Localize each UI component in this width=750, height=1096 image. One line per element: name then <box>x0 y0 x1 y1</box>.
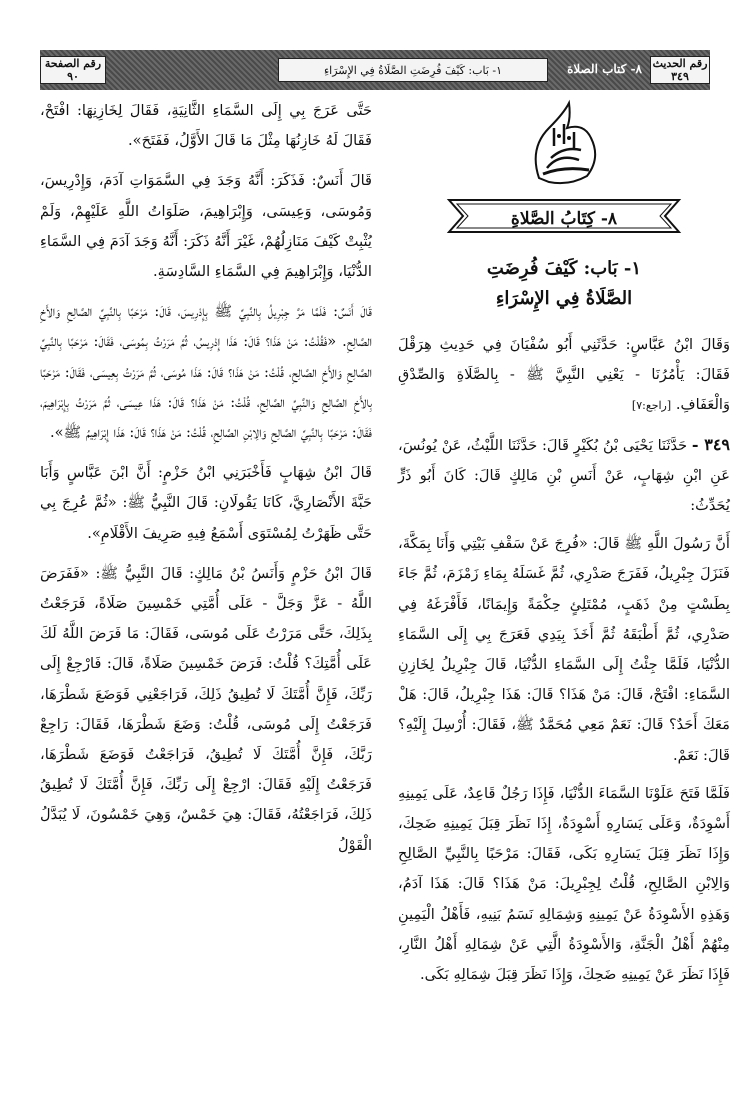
page-header <box>40 50 710 90</box>
chapter-title-box <box>278 58 548 82</box>
left-paragraph-4: قَالَ ابْنُ شِهَابٍ فَأَخْبَرَنِي ابْنُ حَزْمٍ: أَنَّ ابْنَ عَبَّاسٍ وَأَبَا حَبَّةَ الأَنْصَارِيَّ، كَانَا يَقُولَانِ: قَالَ النَّبِيُّ ﷺ: «ثُمَّ عُرِجَ بِي حَتَّى ظَهَرْتُ لِمُسْتَوَى أَسْمَعُ فِيهِ صَرِيفَ الأَقْلَامِ». <box>40 464 372 542</box>
intro-text: وَقَالَ ابْنُ عَبَّاسٍ: حَدَّثَنِي أَبُو سُفْيَانَ فِي حَدِيثِ هِرَقْلَ فَقَالَ: يَأْمُرُنَا - يَعْنِي النَّبِيَّ ﷺ - بِالصَّلَاةِ وَالصِّدْقِ وَالْعَفَافِ. <box>398 336 730 414</box>
chapter-title: ١- بَاب: كَيْفَ فُرِضَتِ الصَّلَاةُ فِي الإِسْرَاءِ <box>323 63 503 77</box>
left-column <box>40 96 372 871</box>
isnad-paragraph <box>398 430 730 522</box>
intro-reference: [راجع:٧] <box>631 399 672 413</box>
isnad-text: حَدَّثَنَا يَحْيَى بْنُ بُكَيْرٍ قَالَ: حَدَّثَنَا اللَّيْثُ، عَنْ يُونُسَ، عَنِ ابْنِ شِهَابٍ، عَنْ أَنَسِ بْنِ مَالِكٍ قَالَ: كَانَ أَبُو ذَرٍّ يُحَدِّثُ: <box>398 436 730 515</box>
hadith-number-box <box>650 56 710 84</box>
basmala-calligraphy-emblem <box>509 98 619 188</box>
book-title: ٨- كتاب الصلاة <box>567 62 642 76</box>
chapter-heading-line1: ١- بَاب: كَيْفَ فُرِضَتِ <box>486 258 642 279</box>
page-number-label: رقم الصفحة <box>44 57 102 70</box>
chapter-heading-line2: الصَّلَاةُ فِي الإِسْرَاءِ <box>495 288 633 309</box>
book-banner <box>439 196 689 236</box>
intro-paragraph <box>398 330 730 422</box>
left-paragraph-1: حَتَّى عَرَجَ بِي إِلَى السَّمَاءِ الثَّانِيَةِ، فَقَالَ لِخَازِنِهَا: افْتَحْ، فَقَالَ لَهُ خَازِنُهَا مِثْلَ مَا قَالَ الأَوَّلُ، فَفَتَحَ». <box>40 102 372 150</box>
hadith-number-inline: ٣٤٩ - <box>691 434 730 454</box>
page-number-box <box>40 56 106 84</box>
hadith-paragraph-1: أَنَّ رَسُولَ اللَّهِ ﷺ قَالَ: «فُرِجَ عَنْ سَقْفِ بَيْتِي وَأَنَا بِمَكَّةَ، فَنَزَلَ جِبْرِيلُ، فَفَرَجَ صَدْرِي، ثُمَّ غَسَلَهُ بِمَاءِ زَمْزَمَ، ثُمَّ جَاءَ بِطَسْتٍ مِنْ ذَهَبٍ، مُمْتَلِئٍ حِكْمَةً وَإِيمَانًا، فَأَفْرَغَهُ فِي صَدْرِي، ثُمَّ أَطْبَقَهُ ثُمَّ أَخَذَ بِيَدِي فَعَرَجَ بِي إِلَى السَّمَاءِ الدُّنْيَا، فَلَمَّا جِئْتُ إِلَى السَّمَاءِ الدُّنْيَا، قَالَ جِبْرِيلُ لِخَازِنِ السَّمَاءِ: افْتَحْ، قَالَ: مَنْ هَذَا؟ قَالَ: هَذَا جِبْرِيلُ، قَالَ: هَلْ مَعَكَ أَحَدٌ؟ قَالَ: نَعَمْ مَعِي مُحَمَّدٌ ﷺ، فَقَالَ: أُرْسِلَ إِلَيْهِ؟ قَالَ: نَعَمْ. <box>398 535 730 764</box>
hadith-number: ٣٤٩ <box>671 70 689 83</box>
left-paragraph-2: قَالَ أَنَسٌ: فَذَكَرَ: أَنَّهُ وَجَدَ فِي السَّمَوَاتِ آدَمَ، وَإِدْرِيسَ، وَمُوسَى، وَعِيسَى، وَإِبْرَاهِيمَ، صَلَوَاتُ اللَّهِ عَلَيْهِمْ، وَلَمْ يُثْبِتْ كَيْفَ مَنَازِلُهُمْ، غَيْرَ أَنَّهُ ذَكَرَ: أَنَّهُ وَجَدَ آدَمَ فِي السَّمَاءِ الدُّنْيَا، وَإِبْرَاهِيمَ فِي السَّمَاءِ السَّادِسَةِ. <box>40 172 372 281</box>
right-column <box>398 96 730 998</box>
book-banner-title: ٨- كِتَابُ الصَّلاةِ <box>510 209 618 229</box>
hadith-paragraph-2: فَلَمَّا فَتَحَ عَلَوْنَا السَّمَاءَ الدُّنْيَا، فَإِذَا رَجُلٌ قَاعِدٌ، عَلَى يَمِينِهِ أَسْوِدَةٌ، وَعَلَى يَسَارِهِ أَسْوِدَةٌ، إِذَا نَظَرَ قِبَلَ يَمِينِهِ ضَحِكَ، وَإِذَا نَظَرَ قِبَلَ يَسَارِهِ بَكَى، فَقَالَ: مَرْحَبًا بِالنَّبِيِّ الصَّالِحِ وَالِابْنِ الصَّالِحِ، قُلْتُ لِجِبْرِيلَ: مَنْ هَذَا؟ قَالَ: هَذَا آدَمُ، وَهَذِهِ الأَسْوِدَةُ عَنْ يَمِينِهِ وَشِمَالِهِ نَسَمُ بَنِيهِ، فَأَهْلُ الْيَمِينِ مِنْهُمْ أَهْلُ الْجَنَّةِ، وَالأَسْوِدَةُ الَّتِي عَنْ شِمَالِهِ أَهْلُ النَّارِ، فَإِذَا نَظَرَ عَنْ يَمِينِهِ ضَحِكَ، وَإِذَا نَظَرَ قِبَلَ شِمَالِهِ بَكَى. <box>398 784 730 984</box>
page-number: ٩٠ <box>67 70 79 83</box>
hadith-number-label: رقم الحديث <box>652 57 708 70</box>
left-paragraph-3: قَالَ أَنَسٌ: فَلَمَّا مَرَّ جِبْرِيلُ بِالنَّبِيِّ ﷺ بِإِدْرِيسَ، قَالَ: مَرْحَبًا بِالنَّبِيِّ الصَّالِحِ وَالأَخِ الصَّالِحِ. «فَقُلْتُ: مَنْ هَذَا؟ قَالَ: هَذَا إِدْرِيسُ، ثُمَّ مَرَرْتُ بِمُوسَى، فَقَالَ: مَرْحَبًا بِالنَّبِيِّ الصَّالِحِ وَالأَخِ الصَّالِحِ، قُلْتُ: مَنْ هَذَا؟ قَالَ: هَذَا مُوسَى، ثُمَّ مَرَرْتُ بِعِيسَى، فَقَالَ: مَرْحَبًا بِالأَخِ الصَّالِحِ وَالنَّبِيِّ الصَّالِحِ، قُلْتُ: مَنْ هَذَا؟ قَالَ: هَذَا عِيسَى، ثُمَّ مَرَرْتُ بِإِبْرَاهِيمَ، فَقَالَ: مَرْحَبًا بِالنَّبِيِّ الصَّالِحِ وَالِابْنِ الصَّالِحِ، قُلْتُ: مَنْ هَذَا؟ قَالَ: هَذَا إِبْرَاهِيمُ ﷺ». <box>40 303 372 442</box>
chapter-heading <box>398 254 730 314</box>
left-paragraph-5: قَالَ ابْنُ حَزْمٍ وَأَنَسُ بْنُ مَالِكٍ: قَالَ النَّبِيُّ ﷺ: «فَفَرَضَ اللَّهُ - عَزَّ وَجَلَّ - عَلَى أُمَّتِي خَمْسِينَ صَلَاةً، فَرَجَعْتُ بِذَلِكَ، حَتَّى مَرَرْتُ عَلَى مُوسَى، فَقَالَ: مَا فَرَضَ اللَّهُ لَكَ عَلَى أُمَّتِكَ؟ قُلْتُ: فَرَضَ خَمْسِينَ صَلَاةً، قَالَ: فَارْجِعْ إِلَى رَبِّكَ، فَإِنَّ أُمَّتَكَ لَا تُطِيقُ ذَلِكَ، فَرَاجَعْنِي فَوَضَعَ شَطْرَهَا، فَرَجَعْتُ إِلَى مُوسَى، قُلْتُ: وَضَعَ شَطْرَهَا، فَقَالَ: رَاجِعْ رَبَّكَ، فَإِنَّ أُمَّتَكَ لَا تُطِيقُ، فَرَاجَعْتُ فَوَضَعَ شَطْرَهَا، فَرَجَعْتُ إِلَيْهِ فَقَالَ: ارْجِعْ إِلَى رَبِّكَ، فَإِنَّ أُمَّتَكَ لَا تُطِيقُ ذَلِكَ، فَرَاجَعْتُهُ، فَقَالَ: هِيَ خَمْسٌ، وَهِيَ خَمْسُونَ، لَا يُبَدَّلُ الْقَوْلُ <box>40 564 372 854</box>
